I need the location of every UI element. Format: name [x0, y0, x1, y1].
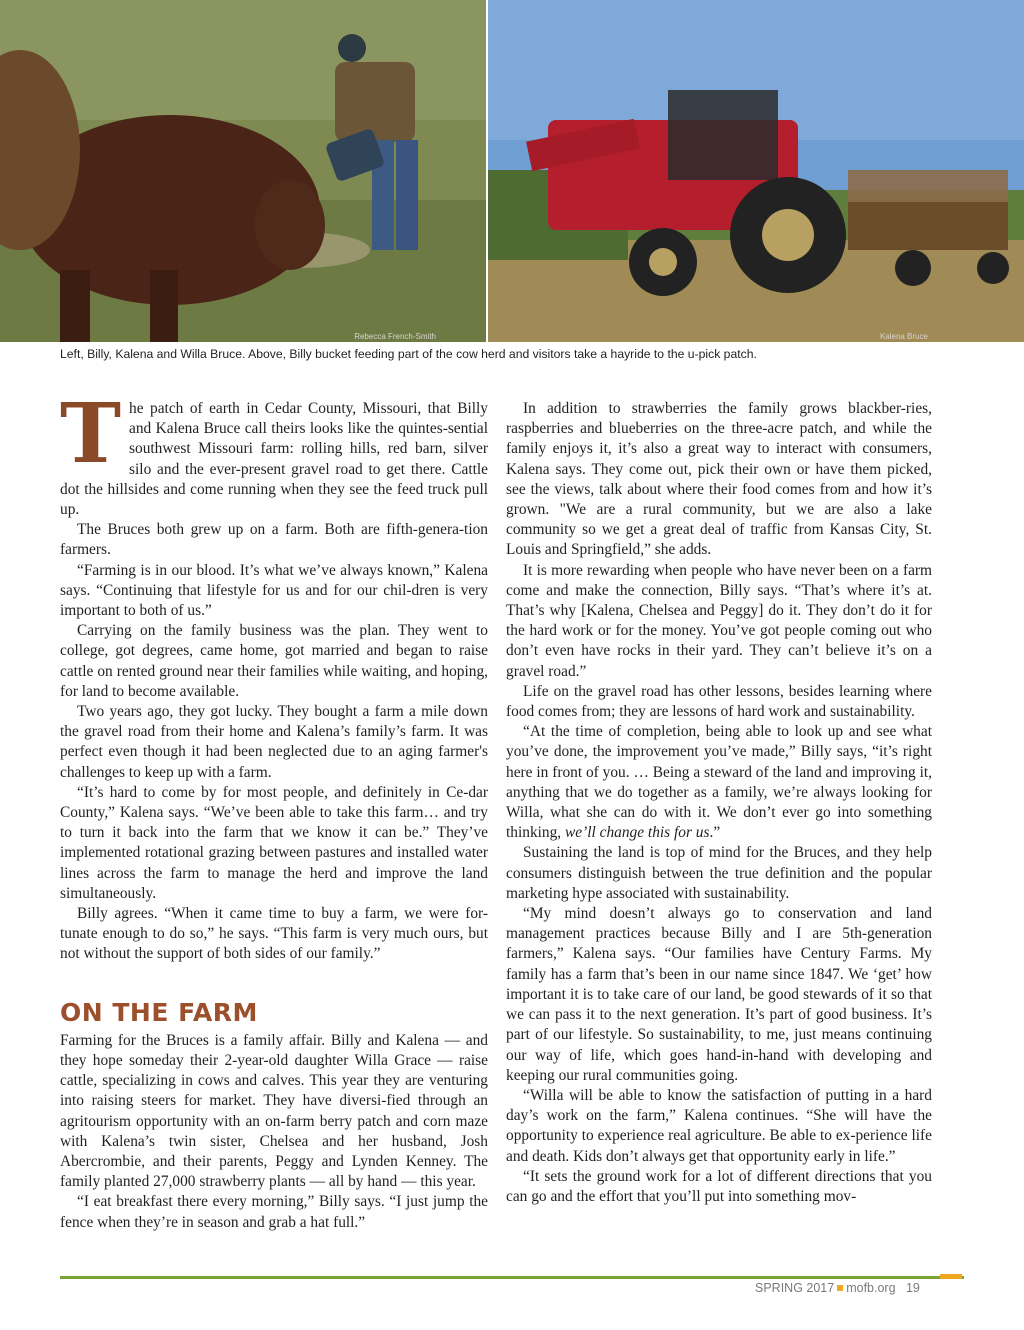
article-column-left — [60, 386, 488, 1233]
article-paragraph: “Farming is in our blood. It’s what we’ve always known,” Kalena says. “Continuing that lifestyle for us and for our chil-dren is very important to both of us.” — [60, 561, 488, 620]
quote-text: “At the time of completion, being able to look up and see what you’ve done, the improvement you’ve made,” Billy says, “it’s right here in front of you. … Being a steward of the land and improving it, anything that we do together as a family, we’re always looking for Willa, what she can do with it. We don’t ever go into something thinking, — [506, 723, 932, 842]
article-paragraph: “Willa will be able to know the satisfaction of putting in a hard day’s work on the farm,” Kalena continues. “She will have the opportunity to experience real agriculture. Be able to ex-perience life and death. Kids don’t always get that opportunity early in life.” — [506, 1086, 932, 1165]
article-paragraph: “My mind doesn’t always go to conservation and land management practices because Billy and I are 5th-generation farmers,” Kalena says. “Our families have Century Farms. My family has a farm that’s been in our name since 1847. We ‘get’ how important it is to take care of our land, be good stewards of it so that we can pass it to the next generation. It’s part of good business. It’s part of our lifestyle. So sustainability, to me, just means continuing our way of life, which goes hand-in-hand with developing and keeping our rural communities going. — [506, 905, 932, 1084]
article-paragraph: Billy agrees. “When it came time to buy a farm, we were for-tunate enough to do so,” he says. “This farm is very much ours, but not without the support of both sides of our family.” — [60, 905, 488, 963]
article-paragraph: It is more rewarding when people who have never been on a farm come and make the connection, Billy says. “That’s where it’s at. That’s why [Kalena, Chelsea and Peggy] do it. They don’t do it for the hard work or for the money. You’ve got people coming out who don’t even have rocks in their yard. They can’t believe it’s on a gravel road.” — [506, 561, 932, 680]
paragraph-text: he patch of earth in Cedar County, Missouri, that Billy and Kalena Bruce call theirs looks like the quintes-sential southwest Missouri farm: rolling hills, red barn, silver silo and the ever-present gravel road to get there. Cattle dot the hillsides and come running when they see the feed truck pull up. — [60, 400, 488, 519]
article-paragraph: Farming for the Bruces is a family affair. Billy and Kalena — and they hope someday their 2-year-old daughter Willa Grace — raise cattle, specializing in cows and calves. This year they are venturing into raising steers for market. They have diversi-fied through an agritourism opportunity with an on-farm berry patch and corn maze with Kalena’s twin sister, Chelsea and her husband, Josh Abercrombie, and their parents, Peggy and Lynden Kenney. The family planted 27,000 strawberry plants — all by hand — this year. — [60, 1031, 488, 1191]
page-folio — [755, 1281, 920, 1295]
article-paragraph: “I eat breakfast there every morning,” Billy says. “I just jump the fence when they’re in season and grab a hat full.” — [60, 1193, 488, 1231]
photo-cattle-feeding — [0, 0, 486, 342]
site-link[interactable]: mofb.org — [846, 1281, 896, 1295]
photo-tractor-hayride — [488, 0, 1024, 342]
photo-strip — [0, 0, 1024, 342]
page-number: 19 — [905, 1281, 920, 1295]
square-bullet-icon — [837, 1285, 843, 1291]
quote-italic: we’ll change this for us — [565, 824, 710, 842]
photo-credit-right: Kalena Bruce — [879, 332, 928, 341]
footer-rule — [60, 1276, 964, 1279]
article-paragraph: In addition to strawberries the family grows blackber-ries, raspberries and blueberries on the three-acre patch, and while the family enjoys it, it’s also a great way to interact with consumers, Kalena says. They come out, pick their own or have them picked, see the views, talk about where their food comes from and how it’s grown. "We are a rural community, but we are also a lake community so we get a great deal of traffic from Kansas City, St. Louis and Springfield,” she adds. — [506, 400, 932, 559]
section-heading: ON THE FARM — [60, 997, 258, 1027]
article-paragraph: Sustaining the land is top of mind for the Bruces, and they help consumers distinguish between the true definition and the popular marketing hype associated with sustainability. — [506, 844, 932, 902]
quote-text-end: .” — [709, 824, 721, 842]
issue-label: SPRING 2017 — [755, 1281, 835, 1295]
article-paragraph: “It sets the ground work for a lot of different directions that you can go and the effort that you’ll put into something mov- — [506, 1167, 932, 1205]
drop-cap: T — [60, 386, 122, 482]
article-paragraph: Two years ago, they got lucky. They bought a farm a mile down the gravel road from their home and Kalena’s family’s farm. It was perfect even though it had been neglected due to an aging farmer's challenges to keep up with a farm. — [60, 703, 488, 781]
footer-rule-accent — [940, 1274, 962, 1279]
article-column-right — [506, 399, 932, 1207]
article-paragraph: “It’s hard to come by for most people, and definitely in Ce-dar County,” Kalena says. “We’ve been able to take this farm… and try to turn it back into the farm that we know it can be.” They’ve implemented rotational grazing between pastures and installed water lines across the farm to manage the herd and improve the land simultaneously. — [60, 783, 488, 902]
photo-caption: Left, Billy, Kalena and Willa Bruce. Above, Billy bucket feeding part of the cow herd and visitors take a hayride to the u-pick patch. — [60, 347, 757, 361]
photo-credit-left: Rebecca French-Smith — [354, 332, 436, 341]
article-paragraph: The Bruces both grew up on a farm. Both are fifth-genera-tion farmers. — [60, 521, 488, 559]
article-paragraph: Carrying on the family business was the plan. They went to college, got degrees, came home, got married and began to raise cattle on rented ground near their families while waiting, and hoping, for land to become available. — [60, 622, 488, 700]
article-paragraph — [506, 722, 932, 843]
article-paragraph: Life on the gravel road has other lessons, besides learning where food comes from; they are lessons of hard work and sustainability. — [506, 682, 932, 721]
article-paragraph — [60, 386, 488, 520]
